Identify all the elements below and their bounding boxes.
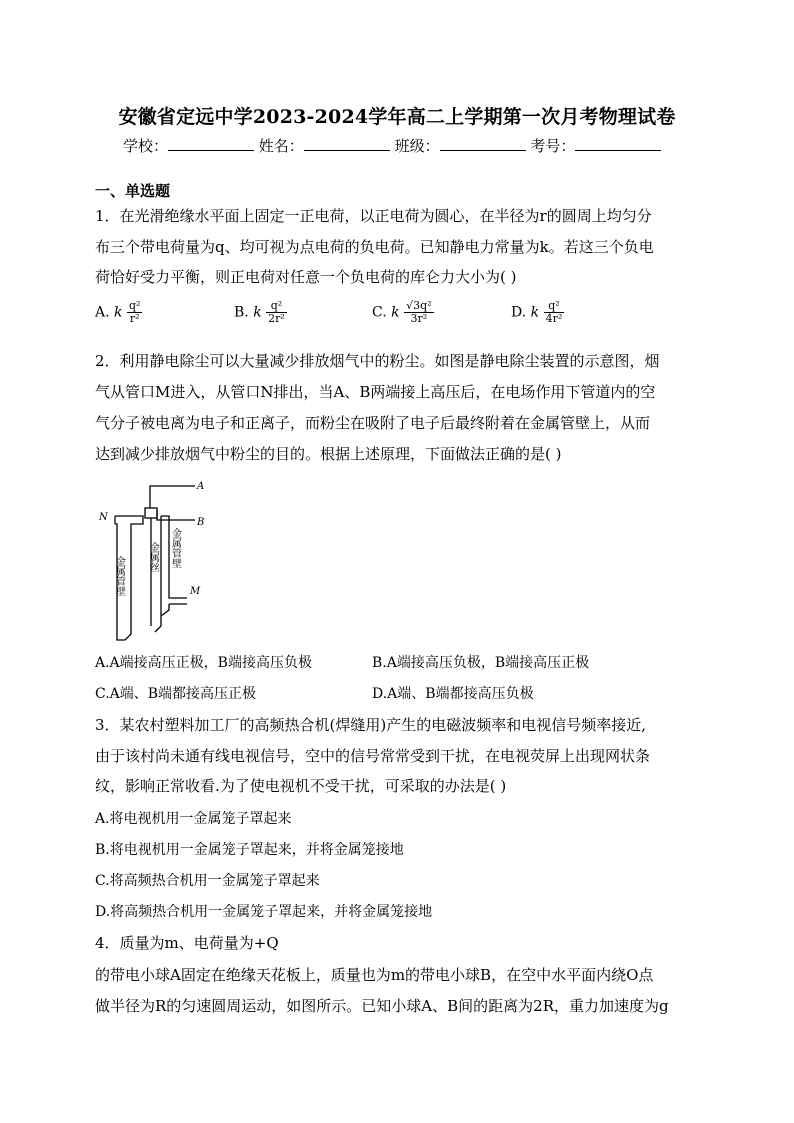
q1-option-d[interactable]: D. k $\frac{\text{q²}}{\text{4r²}}$ [511,299,563,325]
wire-to-a [150,486,195,508]
label-b: B [197,517,205,528]
label-n: N [99,512,108,523]
section-heading: 一、单选题 [95,182,171,200]
label-a: A [197,481,205,492]
q2-option-d[interactable]: D.A端、B端都接高压负极 [372,686,534,702]
q3-line-1: 3．某农村塑料加工厂的高频热合机(焊缝用)产生的电磁波频率和电视信号频率接近, [95,716,647,734]
q1-line-1: 1．在光滑绝缘水平面上固定一正电荷，以正电荷为圆心，在半径为r的圆周上均匀分 [95,207,652,225]
fraction: $\frac{\text{q²}}{\text{r²}}$ [128,299,141,325]
q3-line-3: 纹，影响正常收看.为了使电视机不受干扰，可采取的办法是( ) [95,777,507,795]
student-info-row [123,135,661,156]
fraction: $\frac{\text{q²}}{\text{4r²}}$ [545,299,563,325]
q4-line-2: 的带电小球A固定在绝缘天花板上，质量也为m的带电小球B，在空中水平面内绕O点 [95,966,654,984]
fraction: $\frac{\text{√3q²}}{\text{3r²}}$ [406,299,432,325]
school-label: 学校： [123,137,169,155]
q3-option-b[interactable]: B.将电视机用一金属笼子罩起来，并将金属笼接地 [95,842,404,858]
label-wall-left: 金属管壁 [113,556,125,596]
q3-option-a[interactable]: A.将电视机用一金属笼子罩起来 [95,811,292,827]
q1-option-a[interactable]: A. k $\frac{\text{q²}}{\text{r²}}$ [95,299,141,325]
wire-clamp [145,508,157,518]
number-label: 考号： [530,137,576,155]
fraction: $\frac{\text{q²}}{\text{2r²}}$ [268,299,285,325]
q2-line-2: 气从管口M进入，从管口N排出，当A、B两端接上高压后，在电场作用下管道内的空 [95,383,656,401]
page-title: 安徽省定远中学2023-2024学年高二上学期第一次月考物理试卷 [118,106,676,128]
name-label: 姓名： [258,137,304,155]
q3-option-c[interactable]: C.将高频热合机用一金属笼子罩起来 [95,873,320,889]
class-label: 班级： [394,137,440,155]
q3-line-2: 由于该村尚未通有线电视信号，空中的信号常常受到干扰，在电视荧屏上出现网状条 [95,747,651,765]
number-blank[interactable] [575,136,661,151]
q2-line-3: 气分子被电离为电子和正离子，而粉尘在吸附了电子后最终附着在金属管壁上，从而 [95,414,651,432]
school-blank[interactable] [168,136,254,151]
q1-option-b[interactable]: B. k $\frac{\text{q²}}{\text{2r²}}$ [234,299,285,325]
q2-line-4: 达到减少排放烟气中粉尘的目的。根据上述原理，下面做法正确的是( ) [95,445,562,463]
q2-option-c[interactable]: C.A端、B端都接高压正极 [95,686,257,702]
label-wire: 金属丝 [147,542,159,572]
wire-to-b [157,510,195,520]
q2-option-b[interactable]: B.A端接高压负极，B端接高压正极 [372,655,590,671]
name-blank[interactable] [304,136,390,151]
q3-option-d[interactable]: D.将高频热合机用一金属笼子罩起来，并将金属笼接地 [95,904,433,920]
q2-option-a[interactable]: A.A端接高压正极，B端接高压负极 [95,655,312,671]
label-wall-right: 金属管壁 [169,528,181,568]
electrostatic-precipitator-diagram [95,476,220,641]
q4-line-3: 做半径为R的匀速圆周运动，如图所示。已知小球A、B间的距离为2R，重力加速度为g [95,997,669,1015]
q1-option-c[interactable]: C. k $\frac{\text{√3q²}}{\text{3r²}}$ [372,299,432,325]
q1-line-3: 荷恰好受力平衡，则正电荷对任意一个负电荷的库仑力大小为( ) [95,268,517,286]
q1-line-2: 布三个带电荷量为q、均可视为点电荷的负电荷。已知静电力常量为k。若这三个负电 [95,238,654,256]
q2-line-1: 2．利用静电除尘可以大量减少排放烟气中的粉尘。如图是静电除尘装置的示意图，烟 [95,352,660,370]
class-blank[interactable] [440,136,526,151]
q4-line-1: 4．质量为m、电荷量为+Q [95,934,279,952]
label-m: M [190,586,201,597]
